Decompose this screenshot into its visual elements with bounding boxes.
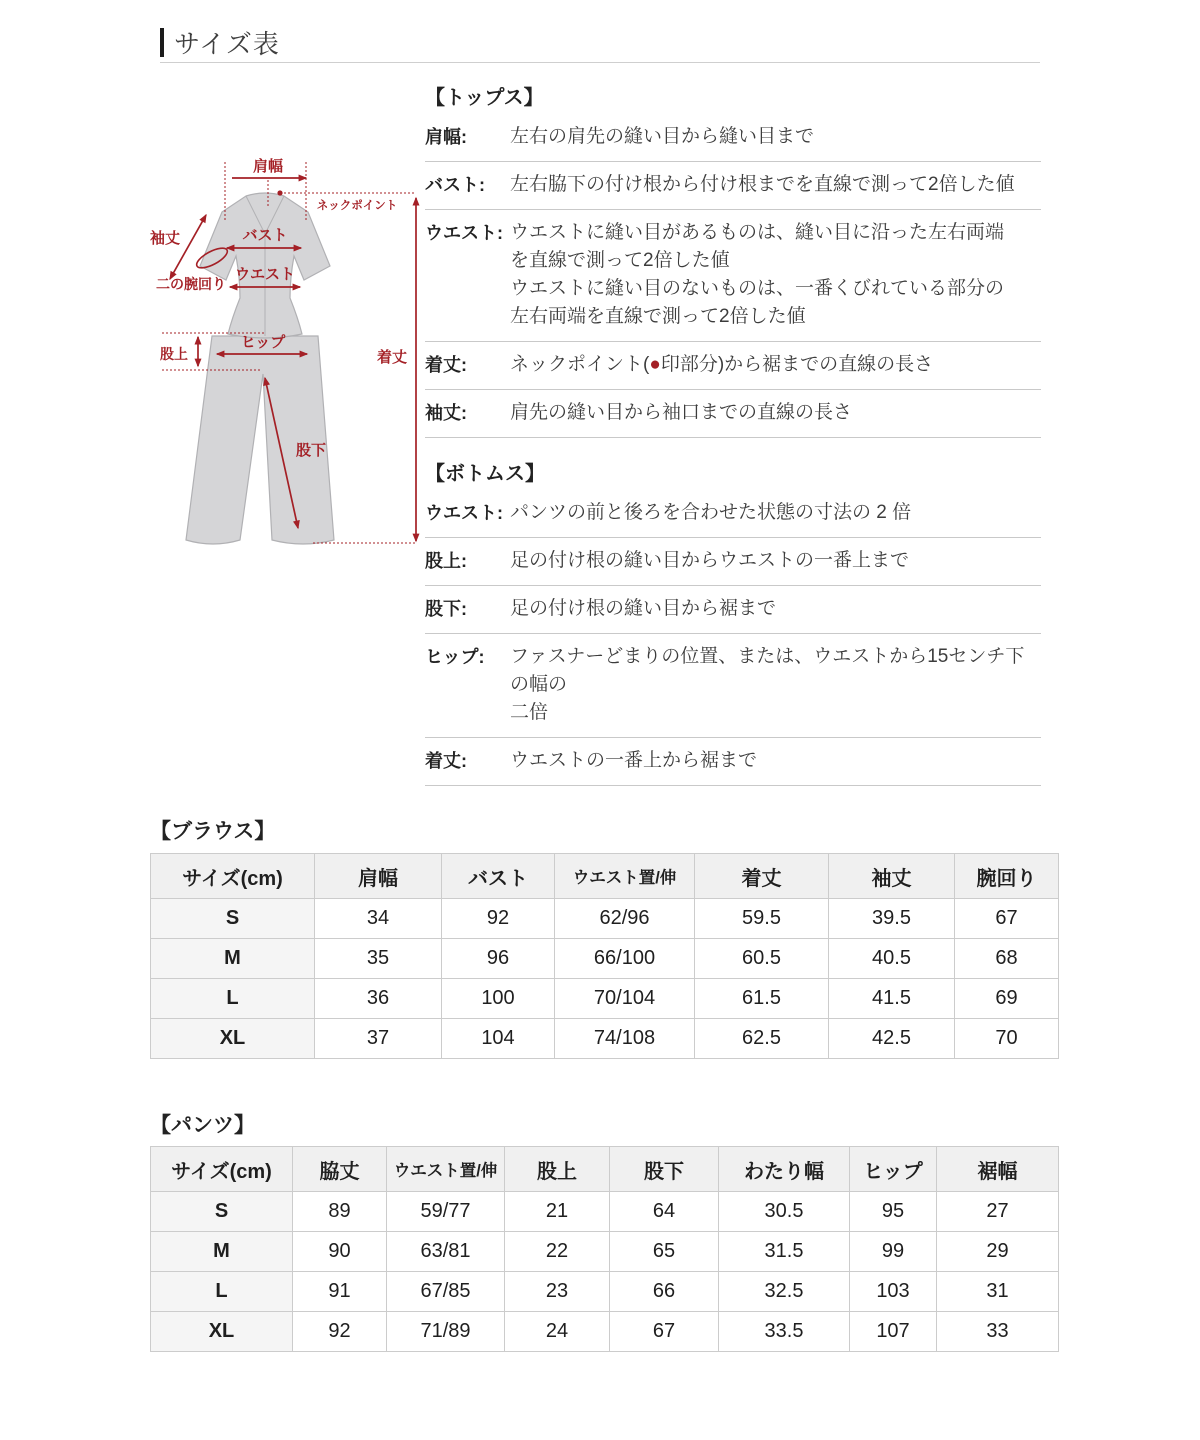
- column-header: 着丈: [695, 854, 829, 899]
- definition-row: [425, 114, 1041, 162]
- measurement-cell: 22: [505, 1232, 610, 1272]
- size-label-cell: S: [151, 1192, 293, 1232]
- tops-definition-list: [425, 114, 1041, 438]
- measurement-cell: 59.5: [695, 899, 829, 939]
- measurement-cell: 67: [955, 899, 1059, 939]
- page-title: サイズ表: [174, 29, 280, 59]
- definition-row: [425, 162, 1041, 210]
- size-row: [151, 1272, 1059, 1312]
- measurement-cell: 69: [955, 979, 1059, 1019]
- measurement-cell: 21: [505, 1192, 610, 1232]
- blouse-size-table: [150, 853, 1059, 1059]
- measurement-cell: 34: [315, 899, 442, 939]
- measurement-cell: 42.5: [829, 1019, 955, 1059]
- definition-term: 着丈:: [425, 355, 467, 375]
- definition-line: ファスナーどまりの位置、または、ウエストから15センチ下の幅の: [510, 646, 1025, 695]
- definition-row: [425, 390, 1041, 438]
- definition-line: 左右の肩先の縫い目から縫い目まで: [510, 126, 815, 147]
- measurement-cell: 33.5: [719, 1312, 850, 1352]
- definition-line: ウエストに縫い目があるものは、縫い目に沿った左右両端: [510, 222, 1005, 243]
- definition-text: ネックポイント(●印部分)から裾までの直線の長さ: [510, 354, 934, 375]
- measurement-cell: 63/81: [387, 1232, 505, 1272]
- size-label-cell: L: [151, 979, 315, 1019]
- measurement-cell: 60.5: [695, 939, 829, 979]
- measurement-cell: 33: [937, 1312, 1059, 1352]
- definition-row: [425, 538, 1041, 586]
- measurement-cell: 90: [293, 1232, 387, 1272]
- size-row: [151, 1019, 1059, 1059]
- pants-section-heading: 【パンツ】: [150, 1114, 255, 1137]
- definition-line: 左右両端を直線で測って2倍した値: [510, 306, 806, 327]
- definition-term: バスト:: [425, 175, 485, 195]
- definition-row: [425, 738, 1041, 786]
- rise-label: 股上: [160, 346, 188, 362]
- measurement-cell: 64: [610, 1192, 719, 1232]
- measurement-cell: 66: [610, 1272, 719, 1312]
- definition-text: [510, 643, 1041, 727]
- measurement-cell: 103: [850, 1272, 937, 1312]
- measurement-cell: 39.5: [829, 899, 955, 939]
- measurement-diagram: [146, 146, 422, 550]
- definition-term: 股上:: [425, 551, 467, 571]
- measurement-cell: 95: [850, 1192, 937, 1232]
- measurement-cell: 65: [610, 1232, 719, 1272]
- measurement-cell: 36: [315, 979, 442, 1019]
- size-label-cell: M: [151, 1232, 293, 1272]
- inseam-label: 股下: [296, 442, 327, 459]
- neck-point-label: ネックポイント: [316, 200, 398, 212]
- bust-label: バスト: [242, 227, 288, 244]
- size-row: [151, 1312, 1059, 1352]
- column-header: わたり幅: [719, 1147, 850, 1192]
- page-title-row: [160, 24, 280, 61]
- definition-term: 肩幅:: [425, 127, 467, 147]
- definition-line: ウエストに縫い目のないものは、一番くびれている部分の: [510, 278, 1005, 299]
- measurement-cell: 67/85: [387, 1272, 505, 1312]
- definition-text: [510, 171, 1041, 199]
- measurement-cell: 67: [610, 1312, 719, 1352]
- definition-term: ウエスト:: [425, 503, 503, 523]
- measurement-cell: 71/89: [387, 1312, 505, 1352]
- body-length-label: 着丈: [376, 349, 408, 366]
- size-row: [151, 939, 1059, 979]
- measurement-cell: 37: [315, 1019, 442, 1059]
- hip-label: ヒップ: [240, 334, 286, 351]
- definition-line: 肩先の縫い目から袖口までの直線の長さ: [510, 402, 853, 423]
- definition-term: ウエスト:: [425, 223, 503, 243]
- bottoms-definition-list: [425, 490, 1041, 786]
- definition-line: 二倍: [510, 702, 549, 723]
- definition-term: 股下:: [425, 599, 467, 619]
- size-label-cell: M: [151, 939, 315, 979]
- measurement-cell: 31.5: [719, 1232, 850, 1272]
- definition-term: 着丈:: [425, 751, 467, 771]
- column-header: サイズ(cm): [151, 854, 315, 899]
- neck-point-mark: ●: [649, 354, 661, 375]
- title-divider: [160, 62, 1040, 63]
- measurement-cell: 27: [937, 1192, 1059, 1232]
- definition-line: ウエストの一番上から裾まで: [510, 750, 758, 771]
- definition-text: [510, 219, 1041, 331]
- measurement-cell: 62/96: [555, 899, 695, 939]
- column-header: 股下: [610, 1147, 719, 1192]
- size-label-cell: XL: [151, 1019, 315, 1059]
- measurement-cell: 62.5: [695, 1019, 829, 1059]
- column-header: ウエスト置/伸: [387, 1147, 505, 1192]
- title-accent-bar: [160, 28, 164, 57]
- measurement-cell: 96: [442, 939, 555, 979]
- measurement-cell: 104: [442, 1019, 555, 1059]
- measurement-cell: 61.5: [695, 979, 829, 1019]
- column-header: バスト: [442, 854, 555, 899]
- pants-size-table: [150, 1146, 1059, 1352]
- measurement-cell: 66/100: [555, 939, 695, 979]
- measurement-cell: 92: [293, 1312, 387, 1352]
- column-header: 袖丈: [829, 854, 955, 899]
- column-header: 肩幅: [315, 854, 442, 899]
- measurement-cell: 89: [293, 1192, 387, 1232]
- measurement-cell: 74/108: [555, 1019, 695, 1059]
- measurement-cell: 107: [850, 1312, 937, 1352]
- definition-term: ヒップ:: [425, 647, 485, 667]
- sleeve-length-arrow: [170, 215, 206, 279]
- column-header: 股上: [505, 1147, 610, 1192]
- size-label-cell: S: [151, 899, 315, 939]
- size-row: [151, 899, 1059, 939]
- measurement-cell: 68: [955, 939, 1059, 979]
- sleeve-length-label: 袖丈: [150, 230, 181, 247]
- header-row: [151, 1147, 1059, 1192]
- measurement-definitions: [425, 84, 1041, 786]
- definition-line: を直線で測って2倍した値: [510, 250, 730, 271]
- size-label-cell: XL: [151, 1312, 293, 1352]
- tops-heading: 【トップス】: [425, 87, 544, 109]
- measurement-cell: 40.5: [829, 939, 955, 979]
- definition-text: [510, 399, 1041, 427]
- measurement-cell: 41.5: [829, 979, 955, 1019]
- definition-text: [510, 499, 1041, 527]
- definition-line: 左右脇下の付け根から付け根までを直線で測って2倍した値: [510, 174, 1015, 195]
- shoulder-width-label: 肩幅: [252, 158, 284, 175]
- definition-text: [510, 595, 1041, 623]
- column-header: 裾幅: [937, 1147, 1059, 1192]
- definition-row: [425, 342, 1041, 390]
- size-row: [151, 1232, 1059, 1272]
- header-row: [151, 854, 1059, 899]
- waist-label: ウエスト: [234, 266, 296, 283]
- definition-term: 袖丈:: [425, 403, 467, 423]
- pants-shape: [186, 336, 334, 544]
- size-row: [151, 1192, 1059, 1232]
- measurement-cell: 70: [955, 1019, 1059, 1059]
- size-row: [151, 979, 1059, 1019]
- column-header: ヒップ: [850, 1147, 937, 1192]
- definition-row: [425, 210, 1041, 342]
- definition-row: [425, 490, 1041, 538]
- measurement-cell: 32.5: [719, 1272, 850, 1312]
- definition-line: 足の付け根の縫い目から裾まで: [510, 598, 777, 619]
- column-header: 脇丈: [293, 1147, 387, 1192]
- measurement-cell: 31: [937, 1272, 1059, 1312]
- column-header: 腕回り: [955, 854, 1059, 899]
- measurement-cell: 30.5: [719, 1192, 850, 1232]
- definition-line: パンツの前と後ろを合わせた状態の寸法の 2 倍: [510, 502, 912, 523]
- size-label-cell: L: [151, 1272, 293, 1312]
- measurement-cell: 29: [937, 1232, 1059, 1272]
- definition-line: 足の付け根の縫い目からウエストの一番上まで: [510, 550, 910, 571]
- measurement-cell: 91: [293, 1272, 387, 1312]
- measurement-cell: 70/104: [555, 979, 695, 1019]
- column-header: サイズ(cm): [151, 1147, 293, 1192]
- upper-arm-label: 二の腕回り: [156, 276, 226, 292]
- bottoms-block: [425, 460, 1041, 786]
- measurement-cell: 92: [442, 899, 555, 939]
- measurement-cell: 59/77: [387, 1192, 505, 1232]
- definition-text: [510, 547, 1041, 575]
- definition-row: [425, 634, 1041, 738]
- measurement-cell: 99: [850, 1232, 937, 1272]
- definition-text: [510, 123, 1041, 151]
- measurement-cell: 35: [315, 939, 442, 979]
- definition-text: [510, 747, 1041, 775]
- definition-row: [425, 586, 1041, 634]
- measurement-cell: 100: [442, 979, 555, 1019]
- column-header: ウエスト置/伸: [555, 854, 695, 899]
- measurement-cell: 24: [505, 1312, 610, 1352]
- measurement-cell: 23: [505, 1272, 610, 1312]
- blouse-section-heading: 【ブラウス】: [150, 820, 276, 843]
- bottoms-heading: 【ボトムス】: [425, 463, 545, 485]
